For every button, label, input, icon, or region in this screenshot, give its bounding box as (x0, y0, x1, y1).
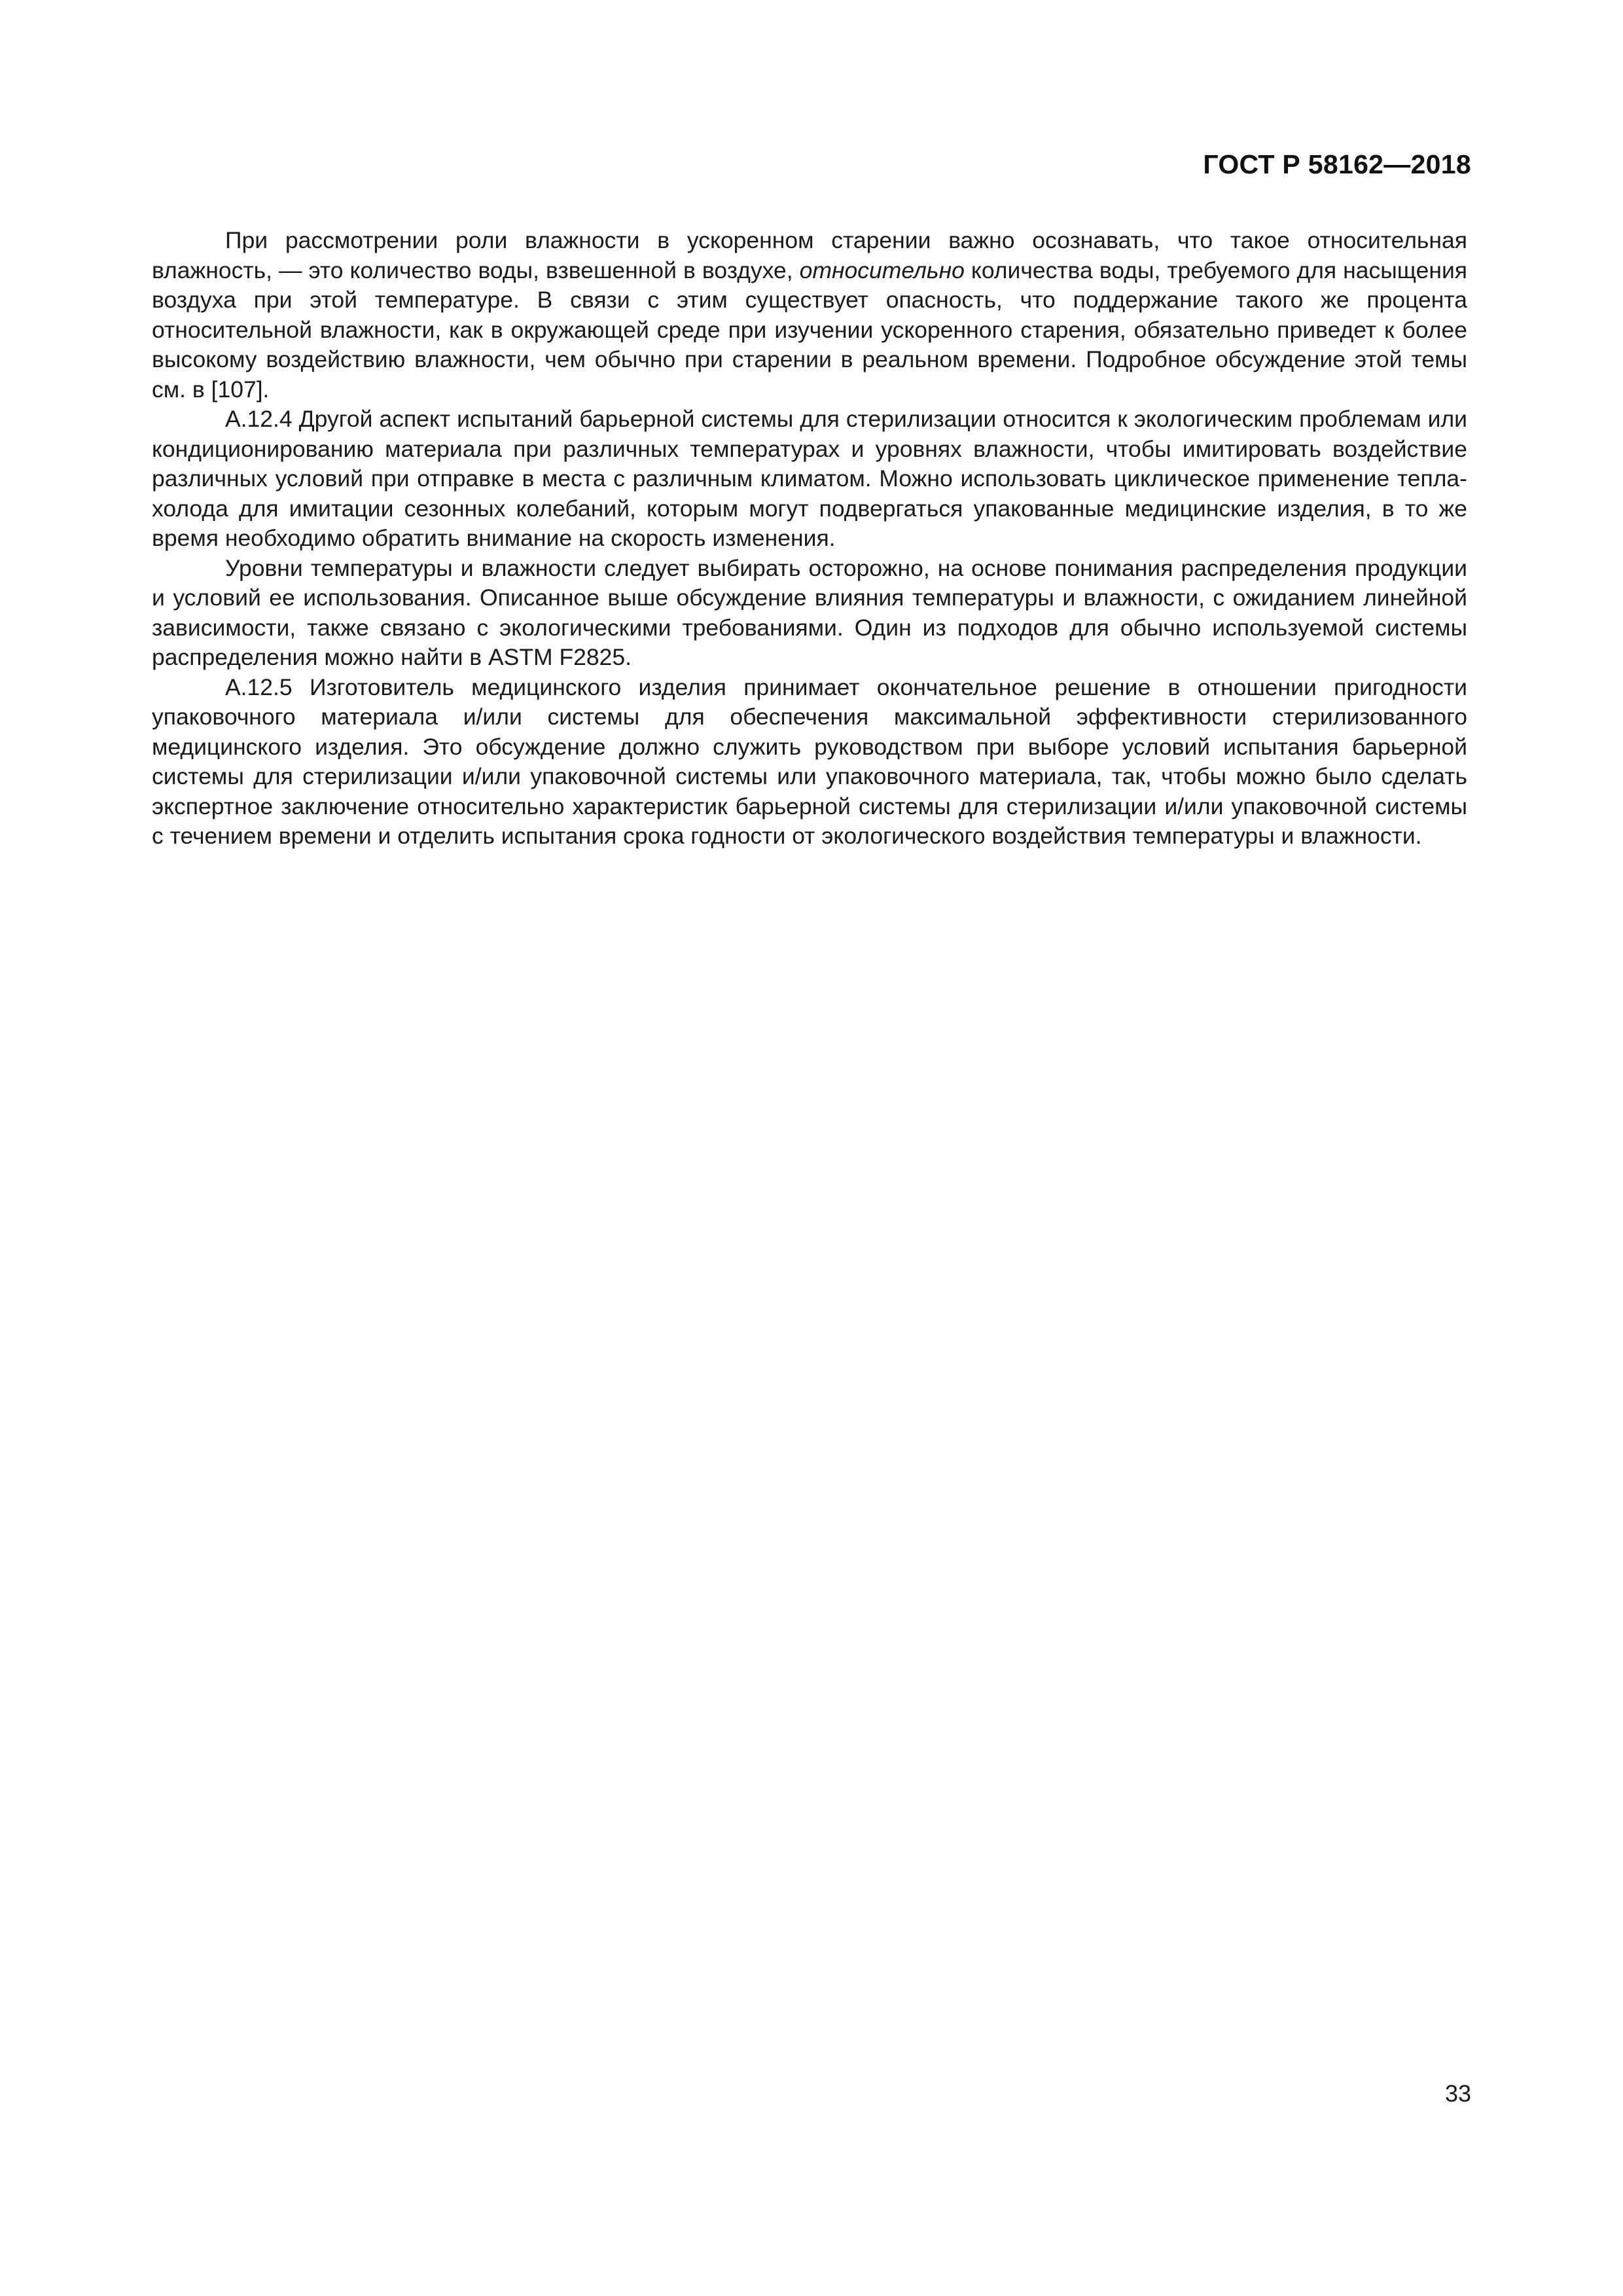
paragraph-humidity-aging (152, 226, 1467, 404)
page-number: 33 (1444, 2080, 1471, 2107)
paragraph-a-12-4: А.12.4 Другой аспект испытаний барьерной системы для стерилизации относится к экологическим проблемам или кондиционированию материала при различных температурах и уровнях влажности, чтобы имитировать воздействие различных условий при отправке в места с различным климатом. Можно использовать циклическое применение тепла-холода для имитации сезонных колебаний, которым могут подвергаться упакованные медицинские изделия, в то же время необходимо обратить внимание на скорость изменения. (152, 406, 1467, 551)
document-body (152, 226, 1467, 852)
paragraph-text-end: количества воды, требуемого для насыщения воздуха при этой температуре. В связи с этим существует опасность, что поддержание такого же процента относительной влажности, как в окружающей среде при изучении ускоренного старения, обязательно приведет к более высокому воздействию влажности, чем обычно при старении в реальном времени. Подробное обсуждение этой темы см. в [107]. (152, 257, 1467, 403)
emphasis-word: относительно (799, 257, 965, 283)
paragraph-text-start: При рассмотрении роли влажности в ускоренном старении важно осознавать, что такое относительная влажность, — это количество воды, взвешенной в воздухе, (152, 227, 1467, 283)
document-code-header: ГОСТ Р 58162—2018 (1203, 149, 1471, 179)
paragraph-temperature-humidity-levels: Уровни температуры и влажности следует выбирать осторожно, на основе понимания распределения продукции и условий ее использования. Описанное выше обсуждение влияния температуры и влажности, с ожиданием линейной зависимости, также связано с экологическими требованиями. Один из подходов для обычно используемой системы распределения можно найти в ASTM F2825. (152, 554, 1467, 670)
paragraph-a-12-5: А.12.5 Изготовитель медицинского изделия принимает окончательное решение в отношении пригодности упаковочного материала и/или системы для обеспечения максимальной эффективности стерилизованного медицинского изделия. Это обсуждение должно служить руководством при выборе условий испытания барьерной системы для стерилизации и/или упаковочной системы или упаковочного материала, так, чтобы можно было сделать экспертное заключение относительно характеристик барьерной системы для стерилизации и/или упаковочной системы с течением времени и отделить испытания срока годности от экологического воздействия температуры и влажности. (152, 673, 1467, 849)
